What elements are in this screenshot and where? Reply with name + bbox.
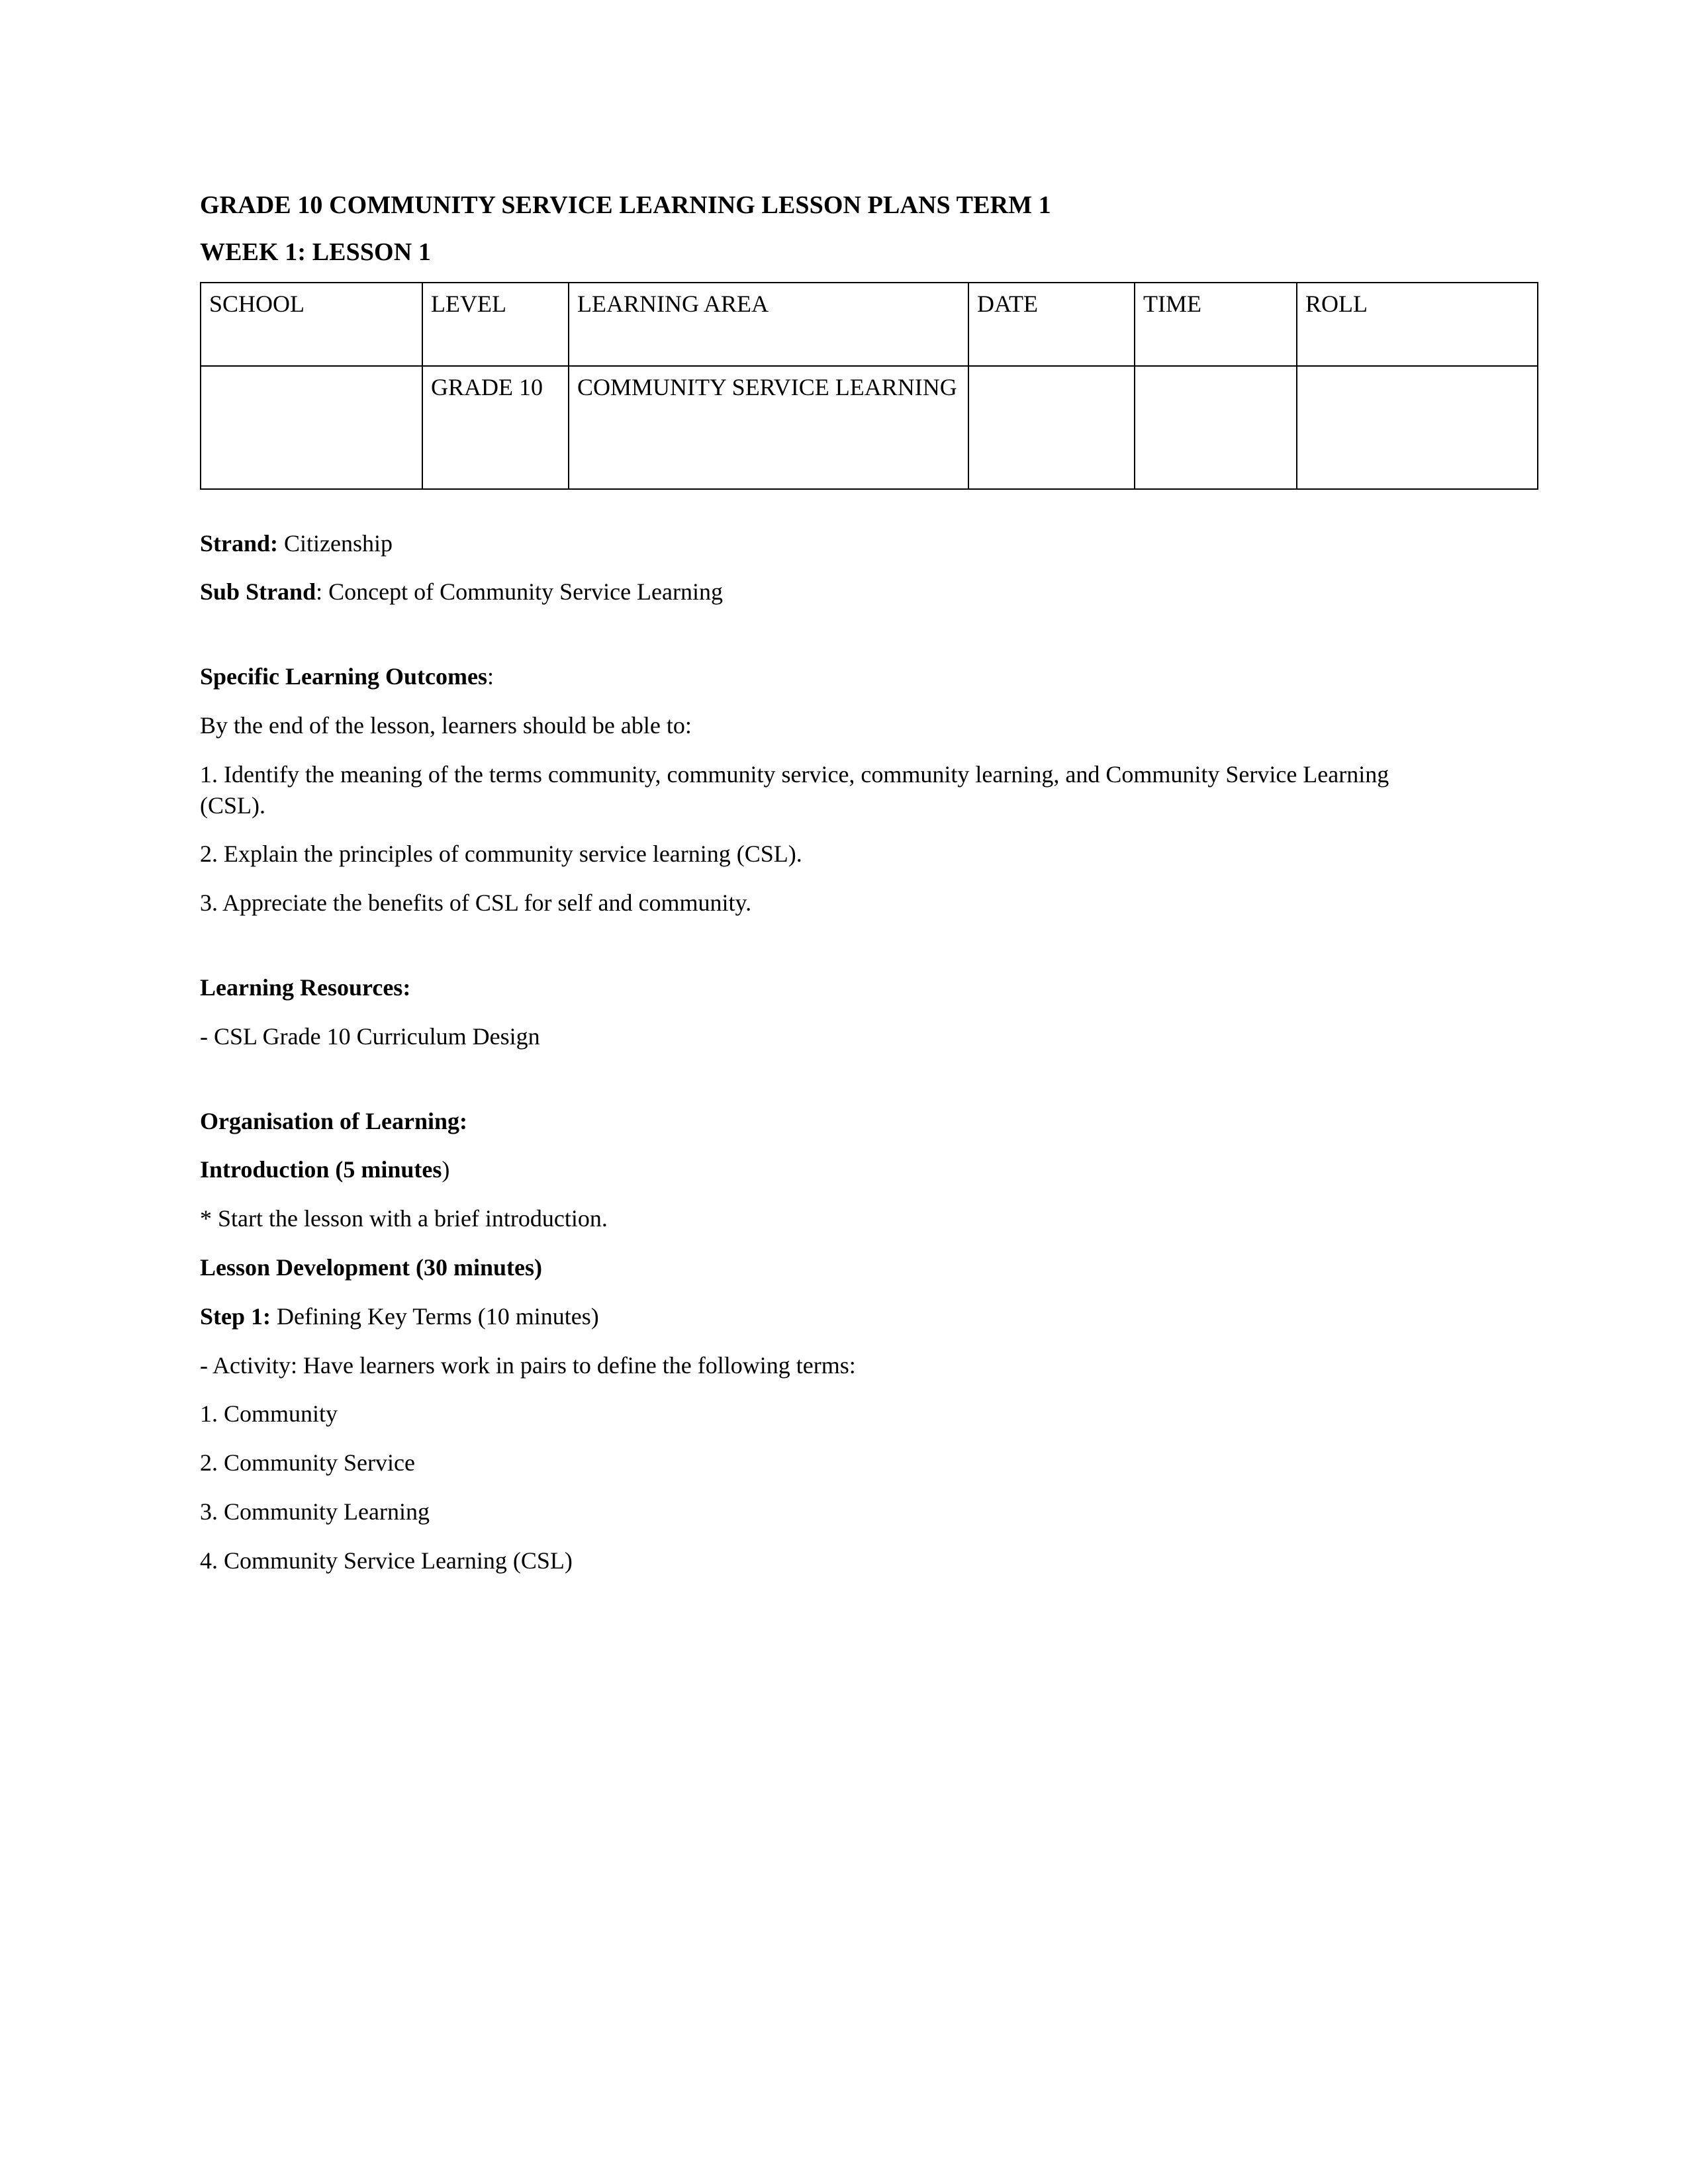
introduction-heading-bold: Introduction (5 minutes [200, 1156, 442, 1183]
introduction-heading-tail: ) [442, 1156, 450, 1183]
specific-learning-outcomes-separator: : [487, 663, 494, 690]
table-row [201, 366, 1538, 489]
week-lesson-subtitle: WEEK 1: LESSON 1 [200, 238, 431, 266]
step-1-heading [200, 1301, 1442, 1332]
outcome-item-3: 3. Appreciate the benefits of CSL for self and community. [200, 889, 752, 917]
term-item-1: 1. Community [200, 1400, 338, 1428]
table-cell-time[interactable] [1135, 366, 1297, 489]
table-header-school: SCHOOL [201, 283, 422, 366]
sub-strand-value: Concept of Community Service Learning [328, 578, 723, 606]
step-1-activity: - Activity: Have learners work in pairs to define the following terms: [200, 1351, 856, 1379]
spacer-after-table [200, 508, 1442, 528]
outcome-item-1: 1. Identify the meaning of the terms community, community service, community learning, and Community Service Learning (CSL). [200, 760, 1389, 819]
term-item-3: 3. Community Learning [200, 1498, 430, 1525]
table-header-level: LEVEL [422, 283, 569, 366]
introduction-body: * Start the lesson with a brief introduction. [200, 1205, 608, 1232]
spacer-before-outcomes [200, 625, 1442, 661]
step-1-title: Defining Key Terms (10 minutes) [271, 1302, 599, 1330]
term-item-4: 4. Community Service Learning (CSL) [200, 1547, 573, 1574]
specific-learning-outcomes-label: Specific Learning Outcomes [200, 663, 487, 690]
learning-resource-item-1: - CSL Grade 10 Curriculum Design [200, 1023, 540, 1050]
learning-resources-heading: Learning Resources: [200, 974, 411, 1001]
term-item-2: 2. Community Service [200, 1449, 415, 1477]
introduction-heading [200, 1154, 1442, 1185]
table-header-roll: ROLL [1297, 283, 1538, 366]
lesson-development-heading: Lesson Development (30 minutes) [200, 1254, 542, 1281]
table-header-time: TIME [1135, 283, 1297, 366]
organisation-of-learning-heading: Organisation of Learning: [200, 1107, 468, 1134]
outcome-item-2: 2. Explain the principles of community service learning (CSL). [200, 841, 802, 868]
sub-strand-label: Sub Strand [200, 578, 316, 606]
strand-line [200, 528, 1442, 559]
outcomes-intro: By the end of the lesson, learners should be able to: [200, 712, 692, 739]
page-title: GRADE 10 COMMUNITY SERVICE LEARNING LESSON PLANS TERM 1 [200, 191, 1051, 219]
spacer-before-organisation [200, 1070, 1442, 1106]
specific-learning-outcomes-heading [200, 661, 1442, 692]
sub-strand-separator: : [316, 578, 323, 606]
table-header-row [201, 283, 1538, 366]
step-1-label: Step 1: [200, 1302, 271, 1330]
table-header-learning-area: LEARNING AREA [569, 283, 968, 366]
strand-label: Strand: [200, 529, 279, 557]
table-cell-level[interactable]: GRADE 10 [422, 366, 569, 489]
table-header-date: DATE [968, 283, 1135, 366]
spacer-before-resources [200, 936, 1442, 972]
table-cell-roll[interactable] [1297, 366, 1538, 489]
table-cell-school[interactable] [201, 366, 422, 489]
table-cell-learning-area[interactable]: COMMUNITY SERVICE LEARNING [569, 366, 968, 489]
strand-value: Citizenship [284, 529, 393, 557]
document-body [200, 191, 1442, 1576]
table-cell-date[interactable] [968, 366, 1135, 489]
lesson-info-table [200, 282, 1538, 490]
sub-strand-line [200, 576, 1442, 608]
